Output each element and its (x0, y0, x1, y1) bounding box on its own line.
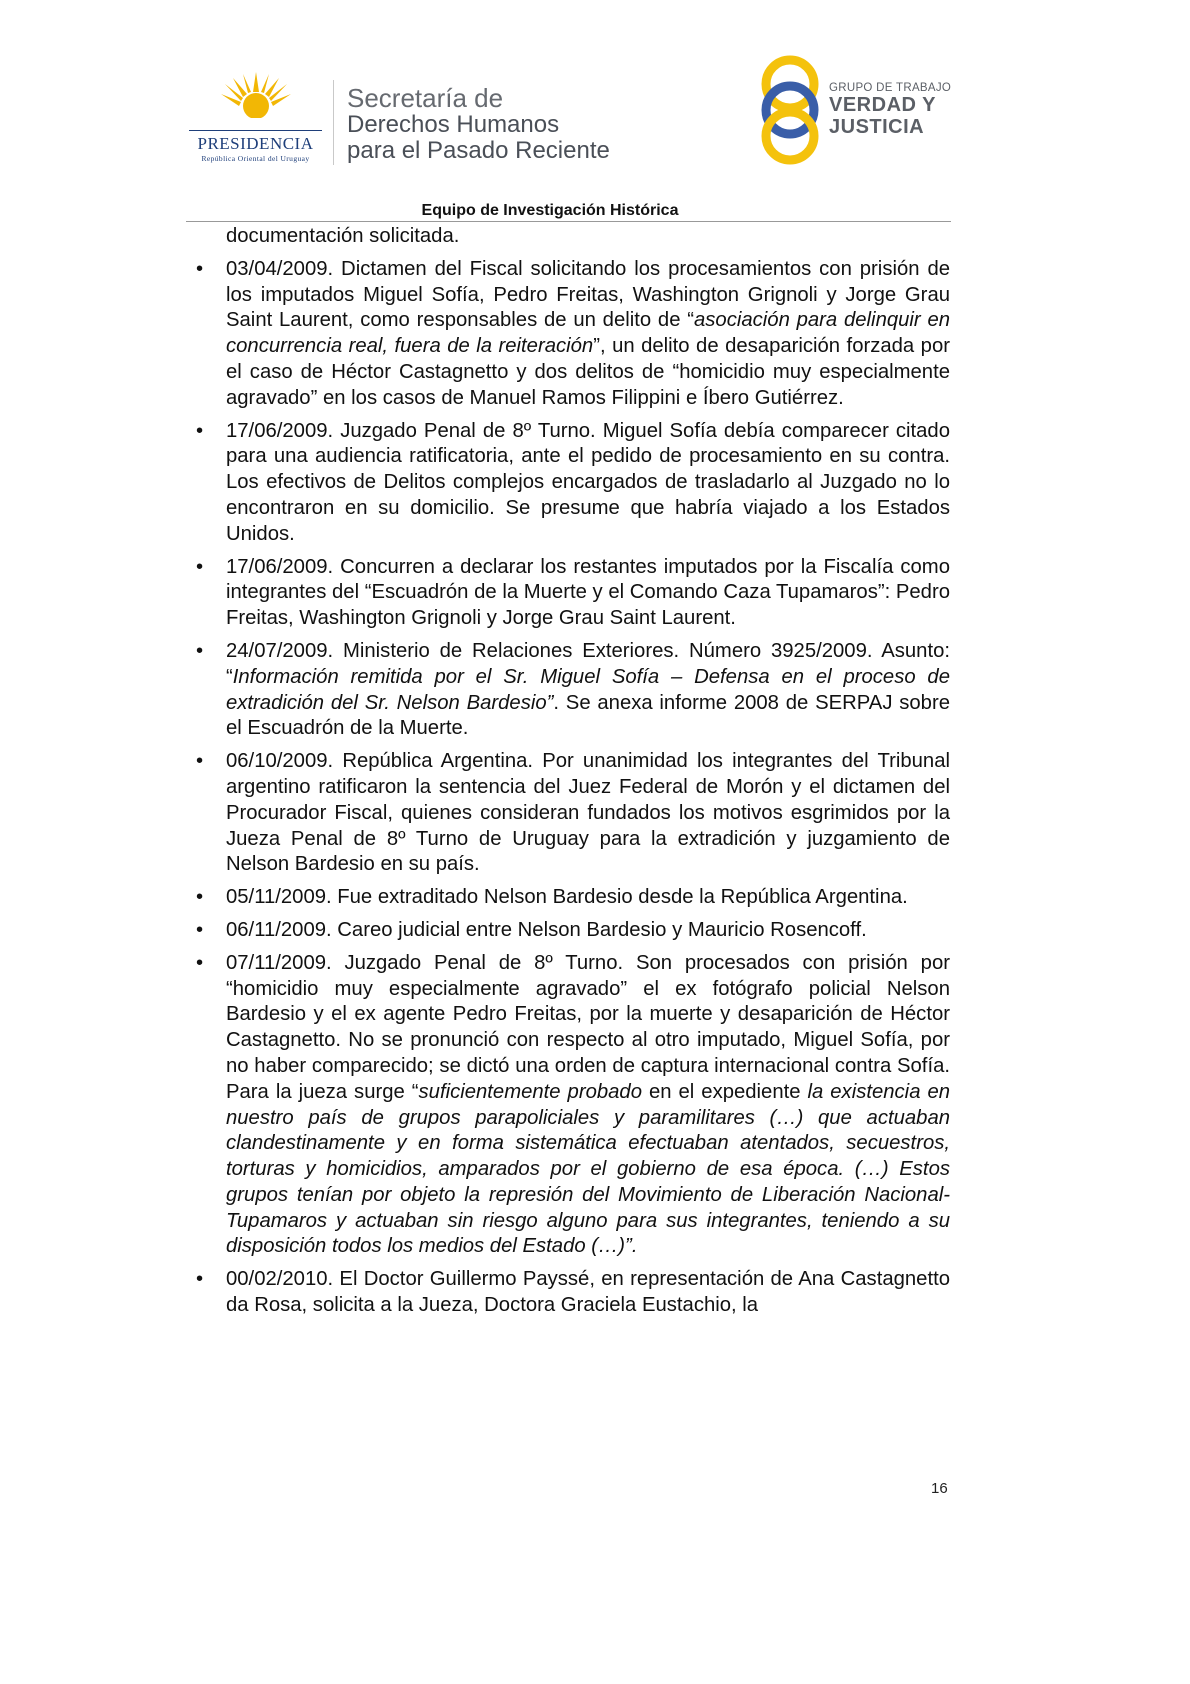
list-item (194, 419, 950, 548)
item-text: 07/11/2009. Juzgado Penal de 8º Turno. Son procesados con prisión por “homicidio muy especialmente agravado” el ex fotógrafo policial Nelson Bardesio y el ex agente Pedro Freitas, por la muerte y desaparición de Héctor Castagnetto. No se pronunció con respecto al otro imputado, Miguel Sofía, por no haber comparecido; se dictó una orden de captura internacional contra Sofía. Para la jueza surge “ (226, 951, 950, 1103)
lead-paragraph: documentación solicitada. (226, 225, 460, 247)
sun-icon (221, 72, 291, 122)
item-text: . Se anexa informe 2008 de SERPAJ sobre el Escuadrón de la Muerte. (226, 691, 950, 740)
item-text: 17/06/2009. Juzgado Penal de 8º Turno. Miguel Sofía debía comparecer citado para una audiencia ratificatoria, ante el pedido de procesamiento en su contra. Los efectivos de Delitos complejos encargados de trasladarlo al Juzgado no lo encontraron en su domicilio. Se presume que habría viajado a los Estados Unidos. (226, 419, 950, 545)
item-text: 17/06/2009. Concurren a declarar los restantes imputados por la Fiscalía como integrantes del “Escuadrón de la Muerte y el Comando Caza Tupamaros”: Pedro Freitas, Washington Grignoli y Jorge Grau Saint Laurent. (226, 555, 950, 630)
secretaria-line2: Derechos Humanos (347, 111, 560, 138)
presidencia-title: PRESIDENCIA (197, 134, 314, 153)
list-item (194, 555, 950, 632)
header-rule (186, 221, 951, 222)
item-text: ”, un delito de desaparición forzada por el caso de Héctor Castagnetto y dos delitos de “homicidio muy especialmente agravado” en los casos de Manuel Ramos Filippini e Íbero Gutiérrez. (226, 335, 950, 409)
item-text: 03/04/2009. Dictamen del Fiscal solicitando los procesamientos con prisión de los imputados Miguel Sofía, Pedro Freitas, Washington Grignoli y Jorge Grau Saint Laurent, como responsables de un delito de “ (226, 257, 950, 332)
presidencia-logo (183, 72, 328, 167)
document-body (194, 224, 950, 1326)
chronology-list (194, 257, 950, 1319)
equipo-heading: Equipo de Investigación Histórica (421, 202, 679, 219)
secretaria-logo-text (347, 84, 610, 164)
list-item (194, 951, 950, 1261)
item-text: 24/07/2009. Ministerio de Relaciones Exteriores. Número 3925/2009. Asunto: “ (226, 639, 950, 688)
bullet-icon: • (196, 951, 204, 974)
bullet-icon: • (196, 419, 204, 442)
secretaria-line1: Secretaría de (347, 83, 504, 113)
item-text: asociación para delinquir en concurrencia real, fuera de la reiteración (226, 309, 950, 358)
grupo-trabajo-text (829, 82, 951, 138)
item-text: la existencia en nuestro país de grupos parapoliciales y paramilitares (…) que actuaban clandestinamente y en forma sistemática efectuaban atentados, secuestros, torturas y homicidios, amparados por el gobierno de esa época. (…) Estos grupos tenían por objeto la represión del Movimiento de Liberación Nacional-Tupamaros y actuaban sin riesgo alguno para sus integrantes, teniendo a su disposición todos los medios del Estado (…)”. (226, 1080, 951, 1258)
secretaria-line3: para el Pasado Reciente (347, 137, 610, 164)
bullet-icon: • (196, 750, 204, 773)
page-number: 16 (931, 1480, 948, 1497)
item-text: 06/11/2009. Careo judicial entre Nelson Bardesio y Mauricio Rosencoff. (226, 918, 867, 941)
bullet-icon: • (196, 1268, 204, 1291)
presidencia-subtitle: República Oriental del Uruguay (201, 154, 310, 163)
list-item (194, 1267, 950, 1319)
bullet-icon: • (196, 257, 204, 280)
bullet-icon: • (196, 639, 204, 662)
bullet-icon: • (196, 555, 204, 578)
item-text: en el expediente (642, 1080, 808, 1103)
list-item (194, 885, 950, 911)
bullet-icon: • (196, 918, 204, 941)
list-item (194, 918, 950, 944)
grupo-line2: VERDAD Y (829, 94, 936, 116)
grupo-line3: JUSTICIA (829, 116, 925, 138)
bullet-icon: • (196, 886, 204, 909)
list-item (194, 639, 950, 742)
item-text: Información remitida por el Sr. Miguel Sofía – Defensa en el proceso de extradición del Sr. Nelson Bardesio” (226, 665, 950, 714)
grupo-line1: GRUPO DE TRABAJO (829, 82, 952, 94)
item-text: 00/02/2010. El Doctor Guillermo Payssé, en representación de Ana Castagnetto da Rosa, solicita a la Jueza, Doctora Graciela Eustachio, la (226, 1268, 950, 1317)
header-divider (333, 80, 334, 165)
presidencia-rule (189, 130, 322, 131)
item-text: 06/10/2009. República Argentina. Por unanimidad los integrantes del Tribunal argentino ratificaron la sentencia del Juez Federal de Morón y el dictamen del Procurador Fiscal, quienes consideran fundados los motivos esgrimidos por la Jueza Penal de 8º Turno de Uruguay para la extradición y juzgamiento de Nelson Bardesio en su país. (226, 750, 950, 876)
item-text: suficientemente probado (418, 1080, 642, 1103)
list-item (194, 749, 950, 878)
list-item (194, 257, 950, 412)
item-text: 05/11/2009. Fue extraditado Nelson Bardesio desde la República Argentina. (226, 886, 908, 909)
page-header (0, 0, 1100, 230)
